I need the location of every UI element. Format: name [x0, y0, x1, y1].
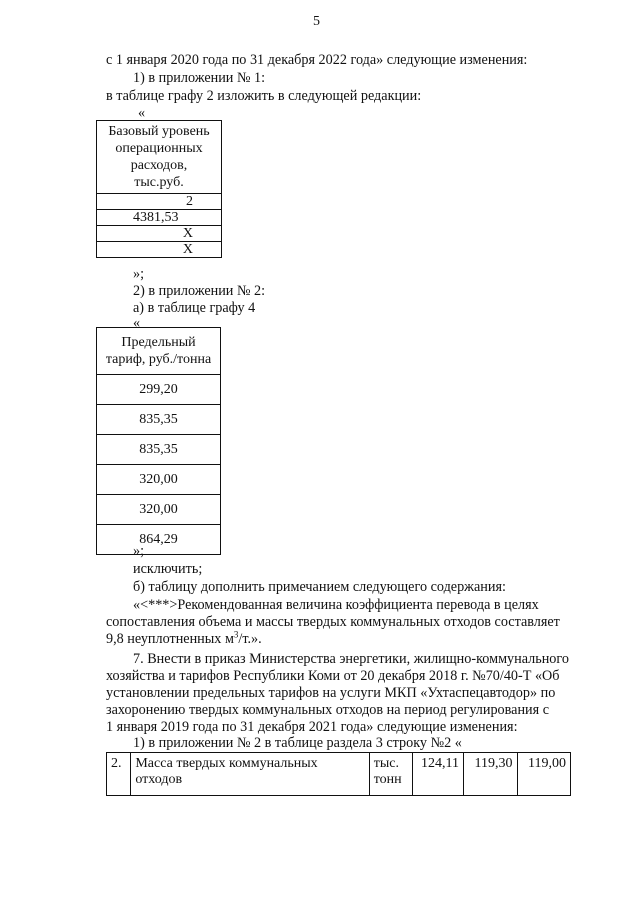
- text-line: исключить;: [133, 561, 203, 577]
- row-name: Масса твердых коммунальных отходов: [131, 753, 369, 796]
- table-tariffs: [96, 327, 221, 555]
- paragraph-7: 1 января 2019 года по 31 декабря 2021 года» следующие изменения:: [106, 719, 518, 735]
- text-line: в таблице графу 2 изложить в следующей редакции:: [106, 88, 422, 104]
- table-header: Предельный тариф, руб./тонна: [97, 328, 221, 375]
- text-line: 1) в приложении № 1:: [133, 70, 266, 86]
- closing-quote: »;: [133, 266, 145, 282]
- table-cell: 2: [97, 194, 222, 210]
- table-cell: 835,35: [97, 405, 221, 435]
- table-cell: Х: [97, 226, 222, 242]
- table-operational-costs: [96, 120, 222, 258]
- table-cell: 864,29: [97, 525, 221, 555]
- table-cell: Х: [97, 242, 222, 258]
- table-cell: 299,20: [97, 375, 221, 405]
- note-text: «<***>Рекомендованная величина коэффициента перевода в целях: [133, 597, 539, 613]
- value-cell: 119,00: [517, 753, 571, 796]
- text-line: а) в таблице графу 4: [133, 300, 256, 316]
- note-text: 9,8 неуплотненных $м^3/т$.».: [106, 629, 262, 647]
- opening-quote: «: [138, 105, 146, 121]
- note-text: сопоставления объема и массы твердых коммунальных отходов составляет: [106, 614, 560, 630]
- paragraph-7: 7. Внести в приказ Министерства энергетики, жилищно-коммунального: [133, 651, 569, 667]
- table-cell: 320,00: [97, 465, 221, 495]
- table-cell: 4381,53: [97, 210, 222, 226]
- page-number: 5: [313, 14, 320, 29]
- value-cell: 119,30: [464, 753, 517, 796]
- text-line: б) таблицу дополнить примечанием следующего содержания:: [133, 579, 506, 595]
- paragraph-7: захоронению твердых коммунальных отходов на период регулирования с: [106, 702, 550, 718]
- text-line: 1) в приложении № 2 в таблице раздела 3 строку №2 «: [133, 735, 462, 751]
- value-cell: 124,11: [413, 753, 464, 796]
- row-unit: тыс. тонн: [369, 753, 412, 796]
- table-waste-mass: [106, 752, 571, 796]
- table-header: Базовый уровень операционных расходов, тыс.руб.: [97, 121, 222, 194]
- table-cell: 835,35: [97, 435, 221, 465]
- text-line: 2) в приложении № 2:: [133, 283, 266, 299]
- table-cell: 320,00: [97, 495, 221, 525]
- row-number: 2.: [107, 753, 131, 796]
- text-line: с 1 января 2020 года по 31 декабря 2022 года» следующие изменения:: [106, 52, 528, 68]
- opening-quote: «: [133, 315, 141, 331]
- closing-quote: »;: [133, 543, 145, 559]
- paragraph-7: установлении предельных тарифов на услуги МКП «Ухтаспецавтодор» по: [106, 685, 556, 701]
- paragraph-7: хозяйства и тарифов Республики Коми от 20 декабря 2018 г. №70/40-Т «Об: [106, 668, 560, 684]
